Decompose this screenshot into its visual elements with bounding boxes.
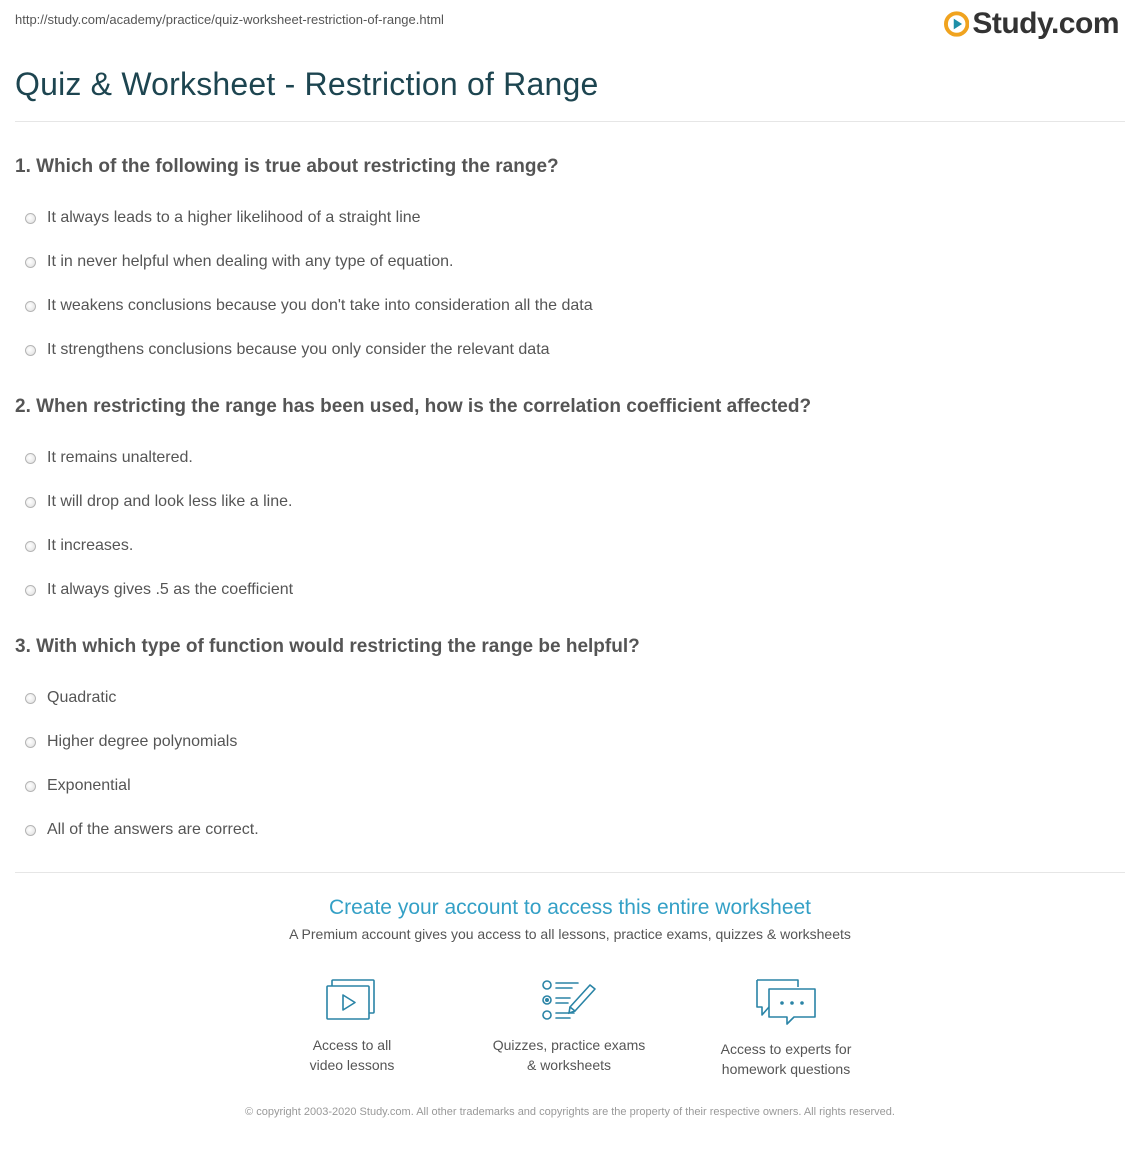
radio-button[interactable] xyxy=(25,497,36,508)
play-circle-icon xyxy=(944,11,969,37)
radio-button[interactable] xyxy=(25,301,36,312)
quiz-list-icon xyxy=(540,977,598,1023)
answer-option[interactable] xyxy=(15,436,1125,480)
copyright-footer: © copyright 2003-2020 Study.com. All other trademarks and copyrights are the property of their respective owners. All rights reserved. xyxy=(245,1106,895,1118)
answer-label: It strengthens conclusions because you only consider the relevant data xyxy=(47,341,550,358)
video-lessons-icon xyxy=(324,977,380,1023)
cta-title[interactable]: Create your account to access this entire worksheet xyxy=(328,896,812,919)
question-text: 1. Which of the following is true about restricting the range? xyxy=(15,156,559,177)
radio-button[interactable] xyxy=(25,693,36,704)
question-3 xyxy=(15,634,1125,852)
answer-option[interactable] xyxy=(15,284,1125,328)
answer-option[interactable] xyxy=(15,480,1125,524)
answer-label: It always leads to a higher likelihood of a straight line xyxy=(47,209,421,226)
question-2 xyxy=(15,394,1125,612)
answer-options xyxy=(15,676,1125,852)
answer-label: It in never helpful when dealing with any type of equation. xyxy=(47,253,454,270)
answer-option[interactable] xyxy=(15,196,1125,240)
premium-cta xyxy=(0,896,1140,942)
answer-label: All of the answers are correct. xyxy=(47,821,259,838)
question-text: 3. With which type of function would restricting the range be helpful? xyxy=(15,636,640,657)
answer-option[interactable] xyxy=(15,808,1125,852)
answer-label: Higher degree polynomials xyxy=(47,733,238,750)
page-url: http://study.com/academy/practice/quiz-worksheet-restriction-of-range.html xyxy=(15,12,444,27)
radio-button[interactable] xyxy=(25,213,36,224)
chat-bubbles-icon xyxy=(754,977,818,1027)
answer-label: It will drop and look less like a line. xyxy=(47,493,293,510)
answer-label: It weakens conclusions because you don't take into consideration all the data xyxy=(47,297,593,314)
feature-label: Access to experts for homework questions xyxy=(720,1041,852,1077)
answer-label: It increases. xyxy=(47,537,134,554)
feature-video-lessons xyxy=(252,977,452,1075)
question-1 xyxy=(15,154,1125,372)
answer-option[interactable] xyxy=(15,524,1125,568)
radio-button[interactable] xyxy=(25,257,36,268)
feature-label: Access to all video lessons xyxy=(309,1037,395,1073)
radio-button[interactable] xyxy=(25,737,36,748)
answer-option[interactable] xyxy=(15,240,1125,284)
page-title: Quiz & Worksheet - Restriction of Range xyxy=(15,66,599,102)
radio-button[interactable] xyxy=(25,585,36,596)
answer-label: Exponential xyxy=(47,777,131,794)
cta-subtitle: A Premium account gives you access to all lessons, practice exams, quizzes & worksheets xyxy=(289,926,851,942)
feature-experts xyxy=(686,977,886,1079)
answer-options xyxy=(15,196,1125,372)
answer-option[interactable] xyxy=(15,720,1125,764)
radio-button[interactable] xyxy=(25,345,36,356)
cta-divider xyxy=(15,872,1125,873)
answer-option[interactable] xyxy=(15,328,1125,372)
feature-label: Quizzes, practice exams & worksheets xyxy=(492,1037,646,1073)
answer-label: Quadratic xyxy=(47,689,117,706)
answer-option[interactable] xyxy=(15,568,1125,612)
answer-label: It remains unaltered. xyxy=(47,449,193,466)
logo-text: Study.com xyxy=(972,7,1119,40)
radio-button[interactable] xyxy=(25,541,36,552)
title-divider xyxy=(15,121,1125,122)
answer-label: It always gives .5 as the coefficient xyxy=(47,581,294,598)
answer-option[interactable] xyxy=(15,764,1125,808)
radio-button[interactable] xyxy=(25,453,36,464)
answer-options xyxy=(15,436,1125,612)
question-text: 2. When restricting the range has been used, how is the correlation coefficient affected? xyxy=(15,396,812,417)
radio-button[interactable] xyxy=(25,781,36,792)
study-com-logo[interactable] xyxy=(944,6,1119,42)
answer-option[interactable] xyxy=(15,676,1125,720)
feature-quizzes xyxy=(469,977,669,1075)
radio-button[interactable] xyxy=(25,825,36,836)
